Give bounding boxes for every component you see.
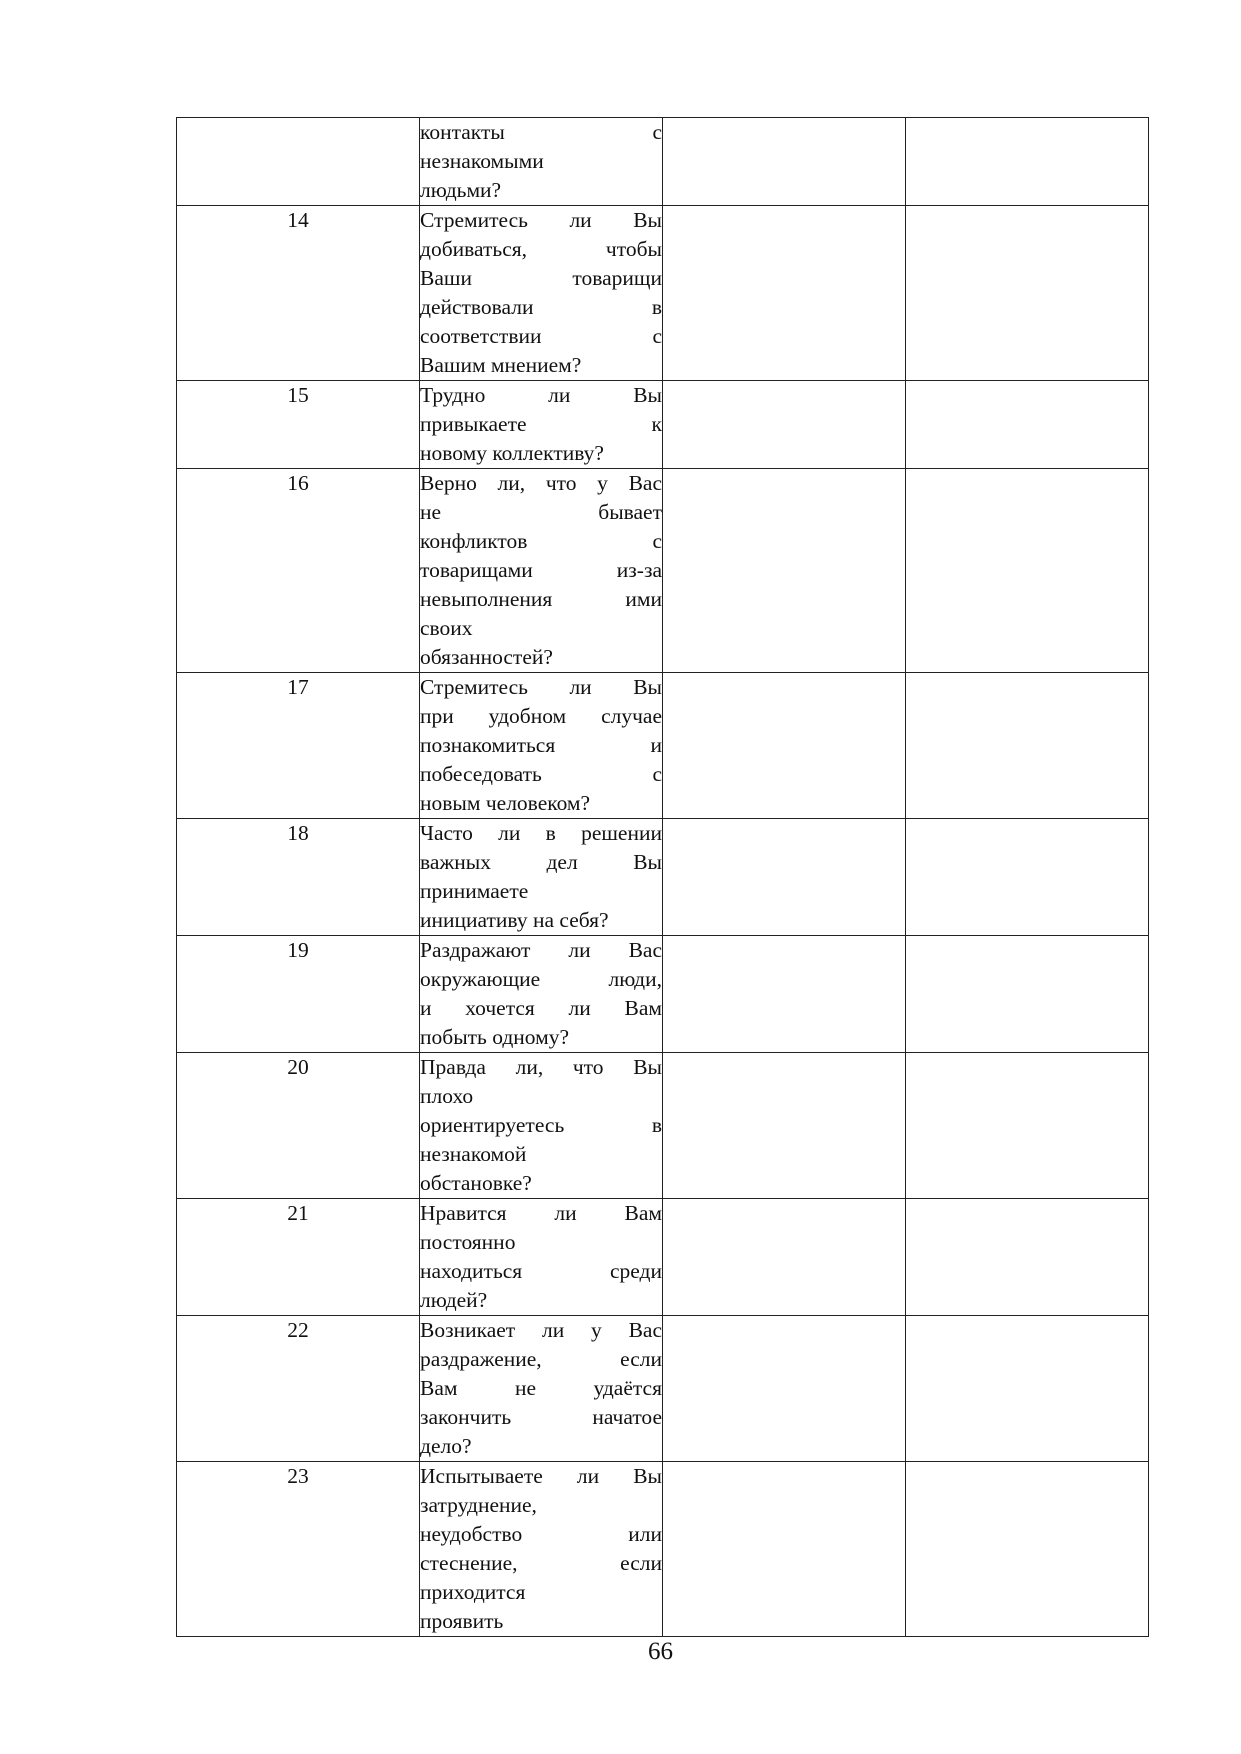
question-text-line: неудобство или bbox=[420, 1522, 662, 1546]
question-text-line: людьми? bbox=[420, 178, 502, 202]
question-text-line: закончить начатое bbox=[420, 1405, 662, 1429]
answer-cell-2 bbox=[906, 1053, 1149, 1199]
question-text-line: плохо bbox=[420, 1084, 474, 1108]
table-row bbox=[177, 936, 1149, 1053]
question-text-line: обязанностей? bbox=[420, 645, 553, 669]
answer-cell-1 bbox=[663, 1462, 906, 1637]
question-text bbox=[420, 1462, 663, 1637]
answer-cell-1 bbox=[663, 1053, 906, 1199]
question-text bbox=[420, 1053, 663, 1199]
question-text bbox=[420, 206, 663, 381]
table-row bbox=[177, 206, 1149, 381]
question-text-line: Вам не удаётся bbox=[420, 1376, 662, 1400]
question-text-line: привыкаете к bbox=[420, 412, 662, 436]
question-text-line: окружающие люди, bbox=[420, 967, 662, 991]
table-row bbox=[177, 469, 1149, 673]
question-text-line: Трудно ли Вы bbox=[420, 383, 662, 407]
answer-cell-2 bbox=[906, 819, 1149, 936]
answer-cell-1 bbox=[663, 936, 906, 1053]
question-number: 22 bbox=[177, 1316, 420, 1462]
question-text-line: раздражение, если bbox=[420, 1347, 662, 1371]
question-text-line: соответствии с bbox=[420, 324, 662, 348]
answer-cell-2 bbox=[906, 118, 1149, 206]
question-text-line: Часто ли в решении bbox=[420, 821, 662, 845]
answer-cell-1 bbox=[663, 673, 906, 819]
question-text-line: товарищами из-за bbox=[420, 558, 662, 582]
question-text-line: Стремитесь ли Вы bbox=[420, 208, 662, 232]
question-text-line: находиться среди bbox=[420, 1259, 662, 1283]
question-text bbox=[420, 819, 663, 936]
question-number: 19 bbox=[177, 936, 420, 1053]
question-text-line: обстановке? bbox=[420, 1171, 532, 1195]
question-text-line: важных дел Вы bbox=[420, 850, 662, 874]
question-text-line: Вашим мнением? bbox=[420, 353, 582, 377]
question-text-line: приходится bbox=[420, 1580, 526, 1604]
table-row bbox=[177, 118, 1149, 206]
question-text-line: контакты с bbox=[420, 120, 662, 144]
table-row bbox=[177, 381, 1149, 469]
question-text-line: инициативу на себя? bbox=[420, 908, 609, 932]
question-number: 18 bbox=[177, 819, 420, 936]
answer-cell-1 bbox=[663, 118, 906, 206]
question-text-line: незнакомыми bbox=[420, 149, 544, 173]
question-text-line: не бывает bbox=[420, 500, 662, 524]
question-text bbox=[420, 1199, 663, 1316]
question-text-line: Раздражают ли Вас bbox=[420, 938, 662, 962]
question-text bbox=[420, 381, 663, 469]
question-number bbox=[177, 118, 420, 206]
answer-cell-1 bbox=[663, 381, 906, 469]
question-number: 15 bbox=[177, 381, 420, 469]
answer-cell-2 bbox=[906, 469, 1149, 673]
answer-cell-1 bbox=[663, 1316, 906, 1462]
question-text-line: людей? bbox=[420, 1288, 488, 1312]
question-text-line: проявить bbox=[420, 1609, 504, 1633]
table-row bbox=[177, 1199, 1149, 1316]
question-text-line: конфликтов с bbox=[420, 529, 662, 553]
answer-cell-2 bbox=[906, 936, 1149, 1053]
table-row bbox=[177, 1462, 1149, 1637]
question-text-line: принимаете bbox=[420, 879, 529, 903]
question-number: 17 bbox=[177, 673, 420, 819]
question-number: 23 bbox=[177, 1462, 420, 1637]
questionnaire-table-body bbox=[177, 118, 1149, 1637]
answer-cell-1 bbox=[663, 469, 906, 673]
question-text-line: побеседовать с bbox=[420, 762, 662, 786]
answer-cell-2 bbox=[906, 1462, 1149, 1637]
question-text-line: новому коллективу? bbox=[420, 441, 604, 465]
answer-cell-2 bbox=[906, 1199, 1149, 1316]
question-text-line: стеснение, если bbox=[420, 1551, 662, 1575]
question-text-line: побыть одному? bbox=[420, 1025, 570, 1049]
answer-cell-2 bbox=[906, 673, 1149, 819]
table-row bbox=[177, 1053, 1149, 1199]
question-number: 21 bbox=[177, 1199, 420, 1316]
table-row bbox=[177, 673, 1149, 819]
answer-cell-2 bbox=[906, 1316, 1149, 1462]
question-text-line: добиваться, чтобы bbox=[420, 237, 662, 261]
question-text-line: затруднение, bbox=[420, 1493, 537, 1517]
question-number: 16 bbox=[177, 469, 420, 673]
question-number: 20 bbox=[177, 1053, 420, 1199]
question-text-line: постоянно bbox=[420, 1230, 516, 1254]
question-text-line: ориентируетесь в bbox=[420, 1113, 662, 1137]
question-text-line: дело? bbox=[420, 1434, 472, 1458]
question-text-line: Нравится ли Вам bbox=[420, 1201, 662, 1225]
question-text-line: при удобном случае bbox=[420, 704, 662, 728]
question-text bbox=[420, 118, 663, 206]
question-text bbox=[420, 469, 663, 673]
question-text-line: Верно ли, что у Вас bbox=[420, 471, 662, 495]
question-text-line: незнакомой bbox=[420, 1142, 527, 1166]
table-row bbox=[177, 819, 1149, 936]
answer-cell-1 bbox=[663, 1199, 906, 1316]
questionnaire-table bbox=[176, 117, 1149, 1637]
question-text-line: познакомиться и bbox=[420, 733, 662, 757]
question-text bbox=[420, 673, 663, 819]
question-text-line: своих bbox=[420, 616, 473, 640]
question-text-line: Возникает ли у Вас bbox=[420, 1318, 662, 1342]
question-text-line: Ваши товарищи bbox=[420, 266, 662, 290]
question-text-line: Правда ли, что Вы bbox=[420, 1055, 662, 1079]
question-number: 14 bbox=[177, 206, 420, 381]
question-text-line: невыполнения ими bbox=[420, 587, 662, 611]
question-text-line: действовали в bbox=[420, 295, 662, 319]
question-text-line: Испытываете ли Вы bbox=[420, 1464, 662, 1488]
question-text-line: новым человеком? bbox=[420, 791, 591, 815]
answer-cell-1 bbox=[663, 819, 906, 936]
answer-cell-2 bbox=[906, 381, 1149, 469]
answer-cell-2 bbox=[906, 206, 1149, 381]
question-text-line: Стремитесь ли Вы bbox=[420, 675, 662, 699]
answer-cell-1 bbox=[663, 206, 906, 381]
table-row bbox=[177, 1316, 1149, 1462]
question-text bbox=[420, 1316, 663, 1462]
page-number: 66 bbox=[648, 1638, 673, 1665]
question-text bbox=[420, 936, 663, 1053]
question-text-line: и хочется ли Вам bbox=[420, 996, 662, 1020]
